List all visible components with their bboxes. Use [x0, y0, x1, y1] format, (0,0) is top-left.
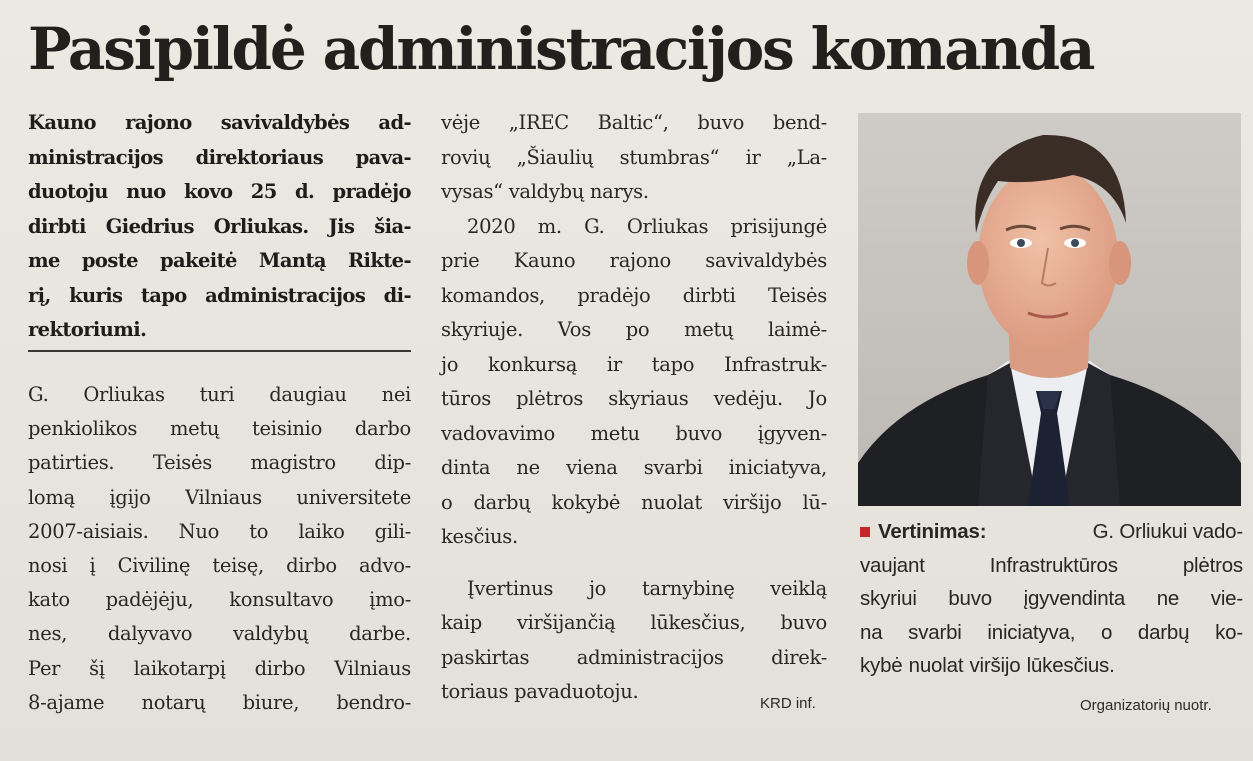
text-line: Kauno rajono savivaldybės ad- [28, 111, 411, 134]
text-line: 2007-aisiais. Nuo to laiko gili- [28, 519, 411, 543]
caption-lead [860, 515, 986, 549]
text-line: penkiolikos metų teisinio darbo [28, 417, 411, 441]
article-headline: Pasipildė administracijos komanda [28, 15, 1094, 83]
text-line: duotoju nuo kovo 25 d. pradėjo [28, 180, 411, 203]
text-line: lomą įgijo Vilniaus universitete [28, 485, 411, 509]
lead-divider [28, 350, 411, 352]
text-line: na svarbi iniciatyva, o darbų ko- [860, 620, 1243, 644]
text-line: nosi į Civilinę teisę, dirbo advo- [28, 554, 411, 578]
paragraph-appointment [441, 210, 827, 555]
text-line: vadovavimo metu buvo įgyven- [441, 421, 827, 445]
text-line: Per šį laikotarpį dirbo Vilniaus [28, 656, 411, 680]
photo-credit: Organizatorių nuotr. [1080, 697, 1212, 714]
text-line: dinta ne viena svarbi iniciatyva, [441, 456, 827, 479]
text-line: patirties. Teisės magistro dip- [28, 451, 411, 475]
text-line: jo konkursą ir tapo Infrastruk- [441, 352, 827, 376]
text-line: rektoriumi. [28, 318, 147, 341]
article-lead [28, 106, 411, 348]
text-line: kybė nuolat viršijo lūkesčius. [860, 654, 1115, 677]
text-line: skyriuje. Vos po metų laimė- [441, 318, 827, 341]
article-column-1 [28, 378, 411, 720]
text-line: tūros plėtros skyriaus vedėju. Jo [441, 387, 827, 410]
red-square-marker-icon [860, 527, 870, 537]
text-line: kaip viršijančią lūkesčius, buvo [441, 611, 827, 634]
text-line: rį, kuris tapo administracijos di- [28, 283, 411, 307]
paragraph-gap [441, 555, 827, 572]
text-line: Įvertinus jo tarnybinę veiklą [467, 576, 827, 600]
text-line: vysas“ valdybų narys. [441, 180, 649, 203]
text-line: 2020 m. G. Orliukas prisijungė [467, 214, 827, 238]
text-line: kato padėjėju, konsultavo įmo- [28, 588, 411, 612]
text-line: prie Kauno rajono savivaldybės [441, 249, 827, 272]
text-line: nes, dalyvavo valdybų darbe. [28, 622, 411, 646]
text-line: paskirtas administracijos direk- [441, 645, 827, 669]
text-credit: KRD inf. [760, 695, 816, 712]
text-line: toriaus pavaduotoju. [441, 680, 639, 703]
text-line: rovių „Šiaulių stumbras“ ir „La- [441, 145, 827, 169]
portrait-photo [858, 113, 1241, 506]
article-column-2 [441, 106, 827, 710]
caption-first-text: G. Orliukui vado- [1092, 520, 1243, 543]
caption-line [860, 515, 1243, 549]
paragraph-evaluation [441, 572, 827, 710]
paragraph-continuation [441, 106, 827, 210]
text-line: ministracijos direktoriaus pava- [28, 145, 411, 169]
photo-caption [860, 515, 1243, 683]
text-line: G. Orliukas turi daugiau nei [28, 383, 411, 406]
text-line: vaujant Infrastruktūros plėtros [860, 553, 1243, 577]
text-line: kesčius. [441, 525, 518, 548]
caption-rest [860, 549, 1243, 683]
portrait-illustration [858, 113, 1241, 506]
text-line: vėje „IREC Baltic“, buvo bend- [441, 111, 827, 134]
text-line: komandos, pradėjo dirbti Teisės [441, 283, 827, 307]
text-line: o darbų kokybė nuolat viršijo lū- [441, 490, 827, 514]
text-line: dirbti Giedrius Orliukas. Jis šia- [28, 214, 411, 238]
text-line: me poste pakeitė Mantą Rikte- [28, 249, 411, 272]
text-line: skyriui buvo įgyvendinta ne vie- [860, 587, 1243, 610]
caption-label: Vertinimas: [878, 520, 987, 543]
text-line: 8-ajame notarų biure, bendro- [28, 690, 411, 714]
